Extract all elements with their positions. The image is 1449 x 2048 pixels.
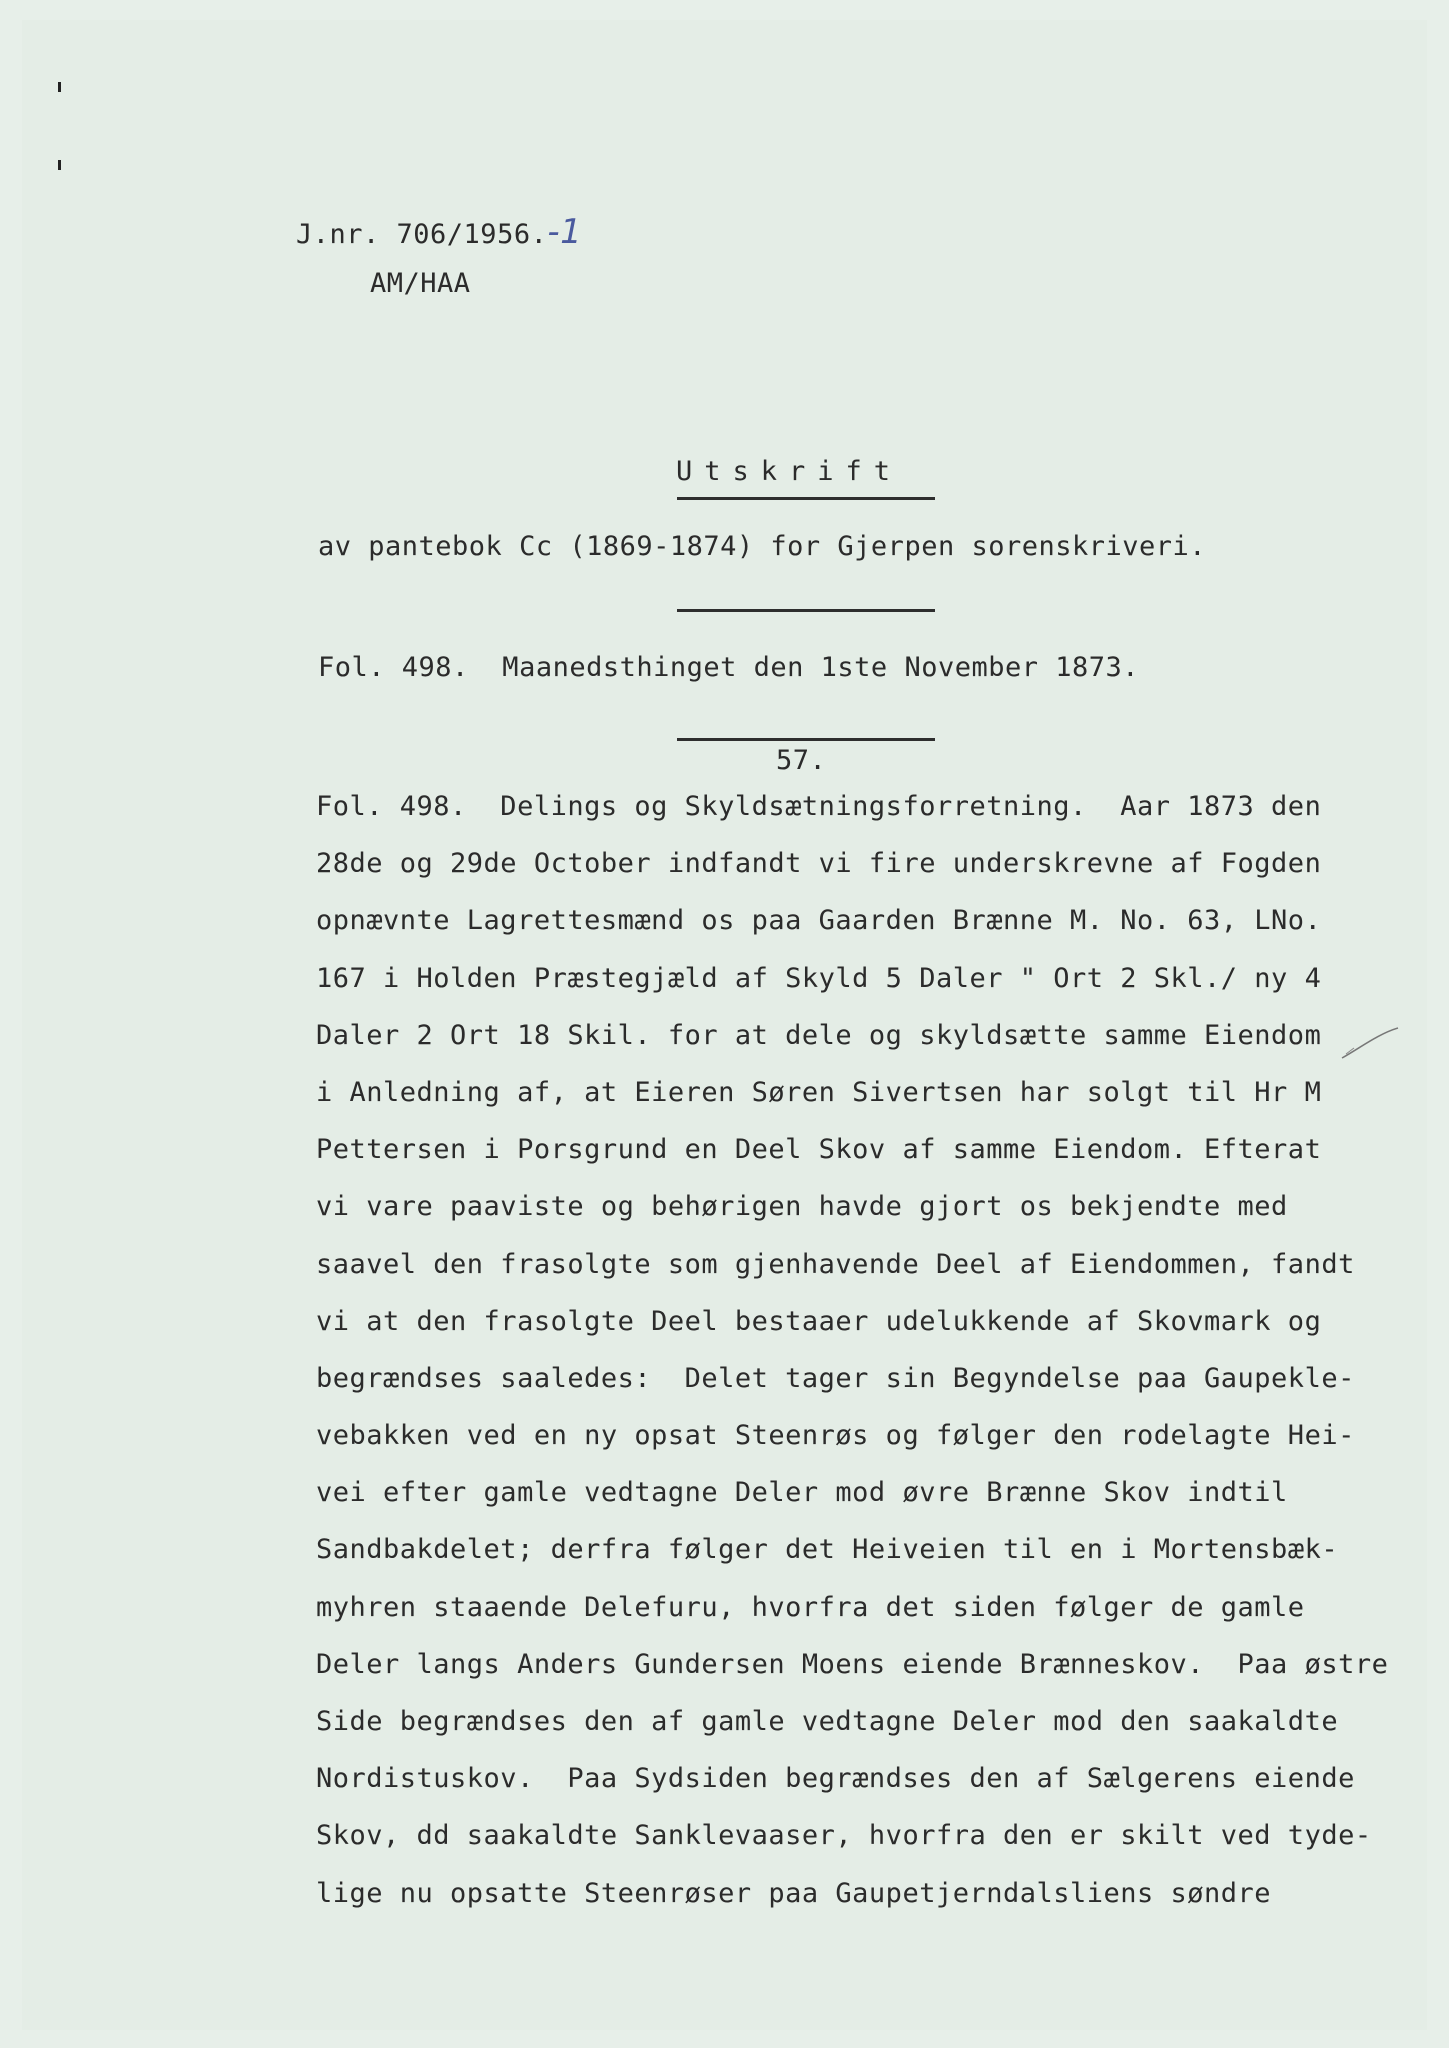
body-line: i Anledning af, at Eieren Søren Sivertsen har solgt til Hr M [316, 1076, 1322, 1108]
body-line: vi vare paaviste og behørigen havde gjort os bekjendte med [316, 1191, 1288, 1223]
document-subtitle: av pantebok Cc (1869-1874) for Gjerpen sorenskriveri. [318, 531, 1207, 562]
document-title: Utskrift [676, 456, 903, 487]
body-line: 167 i Holden Præstegjæld af Skyld 5 Daler " Ort 2 Skl./ ny 4 [316, 962, 1322, 994]
divider-rule [677, 738, 935, 741]
body-line: vei efter gamle vedtagne Deler mod øvre Brænne Skov indtil [316, 1477, 1288, 1509]
body-line: saavel den frasolgte som gjenhavende Deel af Eiendommen, fandt [316, 1248, 1355, 1280]
body-line: Sandbakdelet; derfra følger det Heiveien til en i Mortensbæk- [316, 1534, 1339, 1566]
body-line: opnævnte Lagrettesmænd os paa Gaarden Brænne M. No. 63, LNo. [316, 905, 1322, 937]
folio-heading: Fol. 498. Maanedsthinget den 1ste November 1873. [318, 652, 1140, 683]
pencil-mark [1340, 1024, 1400, 1064]
body-text [316, 778, 1388, 1922]
journal-reference [296, 212, 582, 252]
title-underline [677, 497, 935, 500]
journal-number: J.nr. 706/1956. [296, 219, 548, 250]
body-line: Skov, dd saakaldte Sanklevaaser, hvorfra den er skilt ved tyde- [316, 1820, 1372, 1852]
page-number: 57. [776, 745, 827, 776]
margin-mark [58, 82, 61, 92]
body-line: begrændses saaledes: Delet tager sin Begyndelse paa Gaupekle- [316, 1362, 1355, 1394]
body-line: lige nu opsatte Steenrøser paa Gaupetjerndalsliens søndre [316, 1877, 1272, 1909]
body-line: Side begrændses den af gamle vedtagne Deler mod den saakaldte [316, 1706, 1339, 1737]
body-line: myhren staaende Delefuru, hvorfra det siden følger de gamle [316, 1591, 1305, 1623]
body-line: Deler langs Anders Gundersen Moens eiende Brænneskov. Paa østre [316, 1648, 1389, 1680]
body-line: vebakken ved en ny opsat Steenrøs og følger den rodelagte Hei- [316, 1420, 1355, 1452]
divider-rule [677, 609, 935, 612]
body-line: Nordistuskov. Paa Sydsiden begrændses den af Sælgerens eiende [316, 1763, 1355, 1795]
body-line: Pettersen i Porsgrund en Deel Skov af samme Eiendom. Efterat [316, 1134, 1322, 1166]
handwritten-suffix: -1 [547, 212, 583, 252]
body-line: vi at den frasolgte Deel bestaaer udelukkende af Skovmark og [316, 1305, 1322, 1337]
body-line: Daler 2 Ort 18 Skil. for at dele og skyldsætte samme Eiendom [316, 1019, 1322, 1051]
author-initials: AM/HAA [370, 268, 471, 299]
margin-mark [58, 160, 61, 170]
body-line: 28de og 29de October indfandt vi fire underskrevne af Fogden [316, 848, 1322, 880]
body-line: Fol. 498. Delings og Skyldsætningsforretning. Aar 1873 den [316, 791, 1322, 822]
